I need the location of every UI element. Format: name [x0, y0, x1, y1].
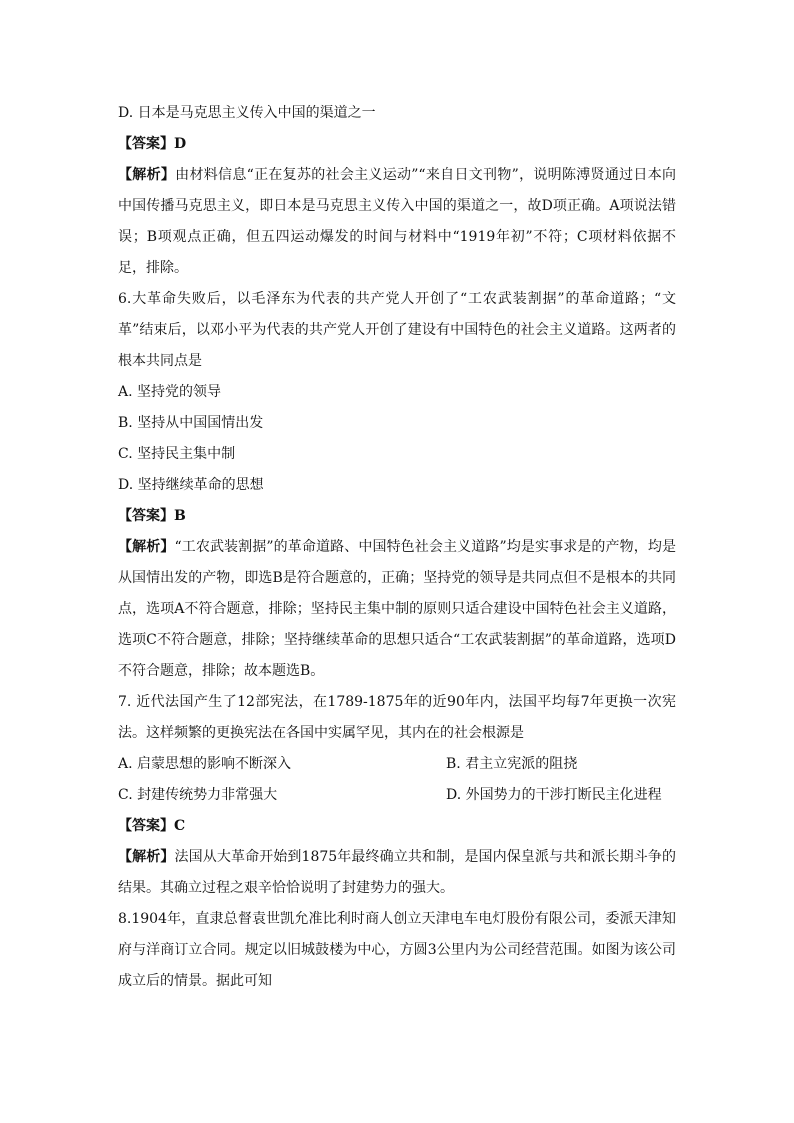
q7-options-row-2: [118, 780, 676, 811]
q6-answer: 【答案】B: [118, 508, 186, 524]
q7-option-b: B. 君主立宪派的阻挠: [446, 756, 578, 772]
document-page: [118, 98, 676, 997]
q6-stem: 6.大革命失败后，以毛泽东为代表的共产党人开创了“工农武装割据”的革命道路；“文革”结束后，以邓小平为代表的共产党人开创了建设有中国特色的社会主义道路。这两者的根本共同点是: [118, 291, 676, 369]
q7-options-row-1: [118, 749, 676, 780]
q6-option-d: D. 坚持继续革命的思想: [118, 477, 264, 493]
q5-answer: 【答案】D: [118, 136, 187, 152]
q6-option-b: B. 坚持从中国国情出发: [118, 415, 264, 431]
q5-analysis-label: 【解析】: [118, 167, 176, 183]
q8-stem: 8.1904年，直隶总督袁世凯允准比利时商人创立天津电车电灯股份有限公司，委派天津知府与洋商订立合同。规定以旧城鼓楼为中心，方圆3公里内为公司经营范围。如图为该公司成立后的情景。据此可知: [118, 911, 676, 989]
q7-analysis-label: 【解析】: [118, 849, 175, 865]
q7-option-d: D. 外国势力的干涉打断民主化进程: [446, 787, 662, 803]
q7-option-c: C. 封建传统势力非常强大: [118, 787, 278, 803]
q7-option-a: A. 启蒙思想的影响不断深入: [118, 756, 292, 772]
q6-option-c: C. 坚持民主集中制: [118, 446, 236, 462]
q5-analysis-text: 由材料信息“正在复苏的社会主义运动”“来自日文刊物”，说明陈溥贤通过日本向中国传播马克思主义，即日本是马克思主义传入中国的渠道之一，故D项正确。A项说法错误；B项观点正确，但五四运动爆发的时间与材料中“1919年初”不符；C项材料依据不足，排除。: [118, 167, 676, 276]
q5-option-d: D. 日本是马克思主义传入中国的渠道之一: [118, 105, 376, 121]
q6-analysis-text: “工农武装割据”的革命道路、中国特色社会主义道路”均是实事求是的产物，均是从国情出发的产物，即选B是符合题意的，正确；坚持党的领导是共同点但不是根本的共同点，选项A不符合题意，排除；坚持民主集中制的原则只适合建设中国特色社会主义道路，选项C不符合题意，排除；坚持继续革命的思想只适合“工农武装割据”的革命道路，选项D不符合题意，排除；故本题选B。: [118, 539, 676, 679]
q6-analysis: [118, 532, 676, 687]
q7-analysis-text: 法国从大革命开始到1875年最终确立共和制，是国内保皇派与共和派长期斗争的结果。其确立过程之艰辛恰恰说明了封建势力的强大。: [118, 849, 676, 896]
q5-analysis: [118, 160, 676, 284]
q6-analysis-label: 【解析】: [118, 539, 175, 555]
q7-analysis: [118, 842, 676, 904]
q6-option-a: A. 坚持党的领导: [118, 384, 222, 400]
q7-answer: 【答案】C: [118, 818, 186, 834]
q7-stem: 7. 近代法国产生了12部宪法，在1789-1875年的近90年内，法国平均每7年更换一次宪法。这样频繁的更换宪法在各国中实属罕见，其内在的社会根源是: [118, 694, 676, 741]
